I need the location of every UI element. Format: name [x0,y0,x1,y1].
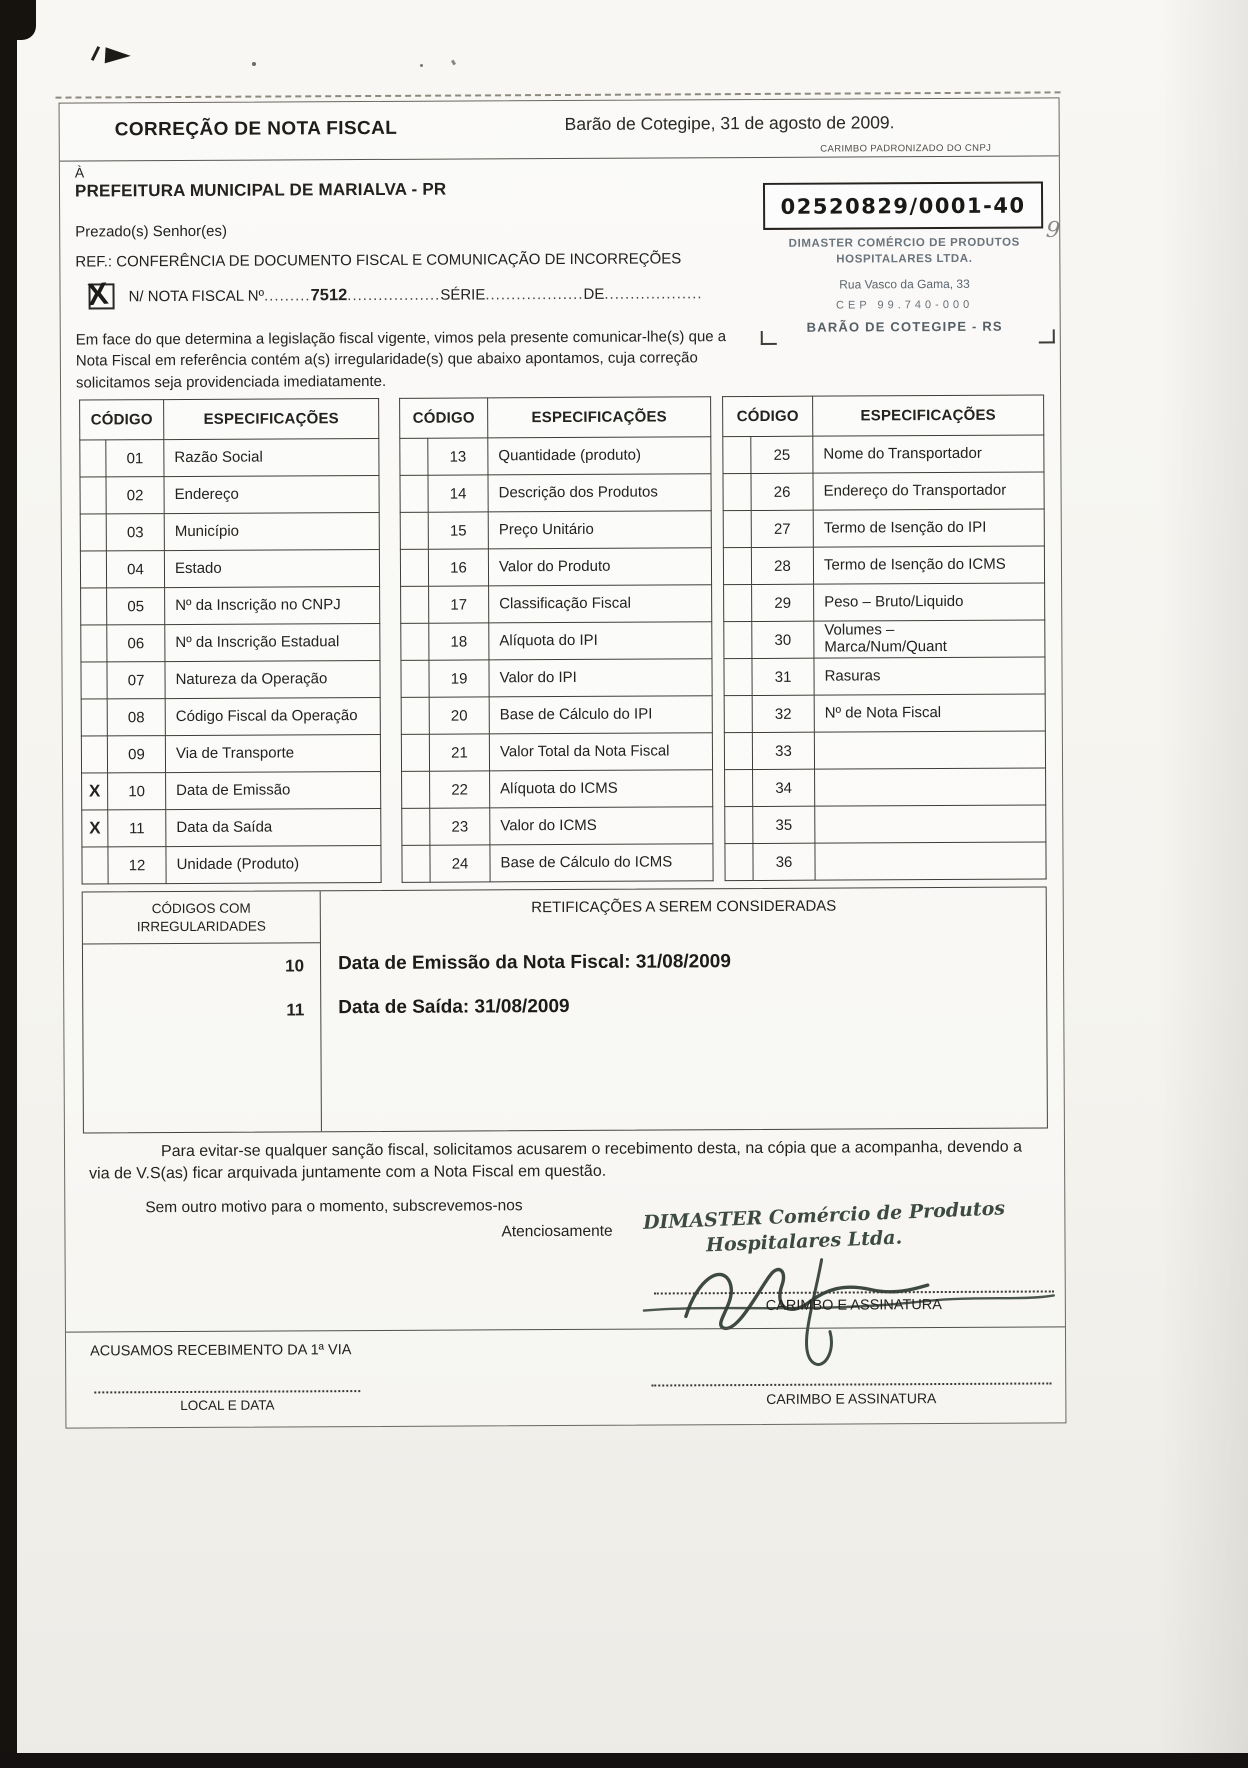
code-cell: 10 [285,956,305,976]
table-row [81,586,380,625]
form-title: CORREÇÃO DE NOTA FISCAL [114,117,398,141]
code-cell: 25 [751,436,813,473]
company-stamp [754,236,1055,335]
table-row [724,657,1045,696]
table-row [725,805,1046,844]
notice-paragraph: Em face do que determina a legislação fiscal vigente, vimos pela presente comunicar-lhe(s) que a Nota Fiscal em referência contém a(s) irregularidade(s) que abaixo apontamos, cuja correção solicitamos seja providenciada imediatamente. [75,328,727,392]
company-stamp-cep: CEP 99.740-000 [835,298,974,312]
de-label: DE [583,285,605,303]
spec-cell: Nº de Nota Fiscal [814,694,1045,732]
table-row [724,620,1045,659]
table-row [83,993,1046,1042]
table-row [401,622,712,661]
scan-edge-strip-left [0,0,17,1768]
local-date-caption: LOCAL E DATA [180,1397,275,1414]
spec-table-1 [79,398,382,885]
text-cell: Data de Saída: 31/08/2009 [338,995,570,1019]
code-cell: 02 [106,477,164,514]
spec-cell: Base de Cálculo do ICMS [490,844,713,882]
mark-cell [723,437,751,474]
code-cell: 28 [751,547,813,584]
paper-edge-shadow [1158,0,1248,1768]
spec-cell: Município [164,512,379,550]
company-stamp-name-line1: DIMASTER COMÉRCIO DE PRODUTOS [788,236,1020,250]
signature-stamp-line2: Hospitalares Ltda. [705,1226,903,1257]
spec-cell: Rasuras [814,657,1045,695]
code-cell: 21 [429,734,489,771]
scan-speck [420,64,423,67]
form-frame [59,97,1067,1428]
code-cell: 27 [751,510,813,547]
table-row [82,845,381,884]
table-row [83,949,1046,998]
table-row [401,696,712,735]
rectifications-header: RETIFICAÇÕES A SEREM CONSIDERADAS [531,897,837,916]
table-row [80,549,379,588]
code-cell: 19 [429,660,489,697]
spec-cell [814,731,1045,769]
stamp-signature-caption: CARIMBO E ASSINATURA [766,1390,937,1407]
spec-cell: Termo de Isenção do ICMS [813,546,1044,584]
scan-corner-blot [0,0,36,40]
mark-cell [80,477,106,514]
spec-cell: Volumes – Marca/Num/Quant [814,620,1045,658]
stamp-signature-dotted-line [651,1382,1051,1386]
code-cell: 17 [429,586,489,623]
mark-cell [401,586,429,623]
code-cell: 22 [430,771,490,808]
code-cell: 14 [428,475,488,512]
code-cell: 20 [429,697,489,734]
code-cell: 11 [286,1000,305,1020]
mark-cell [80,440,106,477]
cnpj-number-stamp: 02520829/0001-40 [763,181,1043,229]
mark-cell [401,660,429,697]
handwritten-side-note: 9 [1045,217,1061,244]
especificacoes-header: ESPECIFICAÇÕES [164,398,379,439]
table-row [401,733,712,772]
spec-cell: Endereço do Transportador [813,472,1044,510]
spec-table-3 [722,394,1047,881]
spec-cell: Preço Unitário [488,511,711,549]
signature-caption: CARIMBO E ASSINATURA [765,1297,942,1314]
spec-cell: Valor Total da Nota Fiscal [489,733,712,771]
mark-cell [400,549,428,586]
table-row [724,731,1045,770]
code-cell: 34 [753,769,815,806]
code-cell: 24 [430,845,490,882]
table-row [724,583,1045,622]
table-row [82,771,381,810]
table-row [402,807,713,846]
table-row [400,511,711,550]
table-row [81,734,380,773]
mark-cell [402,808,430,845]
salutation: Prezado(s) Senhor(es) [75,222,227,241]
table-row [400,437,711,476]
table-row [80,512,379,551]
table-row [80,438,379,477]
table-row [81,697,380,736]
spec-cell [815,842,1046,880]
table-row [725,768,1046,807]
spec-cell: Base de Cálculo do IPI [489,696,712,734]
spec-cell: Data de Emissão [166,771,381,809]
spec-cell: Valor do Produto [488,548,711,586]
table-row [80,475,379,514]
table-header-row [80,398,379,440]
spec-cell: Quantidade (produto) [488,437,711,475]
regards-line: Atenciosamente [501,1222,613,1241]
text-cell: Data de Emissão da Nota Fiscal: 31/08/2009 [337,951,731,975]
cnpj-stamp-caption: CARIMBO PADRONIZADO DO CNPJ [820,142,992,155]
spec-cell: Código Fiscal da Operação [165,697,380,735]
spec-cell: Descrição dos Produtos [488,474,711,512]
code-cell: 32 [752,695,814,732]
scan-speck [252,62,256,66]
spec-cell: Natureza da Operação [165,660,380,698]
code-cell: 04 [106,551,164,588]
code-cell: 18 [429,623,489,660]
code-cell: 13 [428,438,488,475]
stamp-corner-bracket [761,331,777,345]
table-row [81,623,380,662]
especificacoes-header: ESPECIFICAÇÕES [813,395,1044,436]
table-row [400,548,711,587]
spec-cell: Valor do ICMS [490,807,713,845]
mark-cell [723,548,751,585]
nota-fiscal-checkbox [85,275,114,313]
spec-cell: Unidade (Produto) [166,845,381,883]
table-row [402,844,713,883]
mark-cell [400,475,428,512]
spec-cell: Nome do Transportador [813,435,1044,473]
code-cell: 06 [107,625,165,662]
company-stamp-city: BARÃO DE COTEGIPE - RS [806,318,1003,335]
dotted-fill: ......... [264,286,311,305]
mark-cell [402,845,430,882]
codigo-header: CÓDIGO [400,398,488,438]
company-stamp-name-line2: HOSPITALARES LTDA. [836,252,973,266]
code-cell: 01 [106,440,164,477]
especificacoes-header: ESPECIFICAÇÕES [488,397,711,438]
spec-cell: Razão Social [164,438,379,476]
rectifications-section [82,886,1048,1133]
mark-cell [81,699,107,736]
footer-notice-paragraph: Para evitar-se qualquer sanção fiscal, solicitamos acusarem o recebimento desta, na cópia que a acompanha, devendo a via de V.S(as) ficar arquivada juntamente com a Nota Fiscal em questão. [89,1138,1023,1183]
table-row [81,660,380,699]
acknowledgement-line: ACUSAMOS RECEBIMENTO DA 1ª VIA [90,1342,352,1360]
serie-label: SÉRIE [440,285,486,304]
mark-cell [724,622,752,659]
spec-cell: Endereço [164,475,379,513]
place-and-date: Barão de Cotegipe, 31 de agosto de 2009. [564,112,895,134]
mark-cell [724,585,752,622]
spec-cell: Estado [164,549,379,587]
spec-cell: Via de Transporte [165,734,380,772]
spec-cell: Termo de Isenção do IPI [813,509,1044,547]
table-row [723,546,1044,585]
mark-cell [81,662,107,699]
handwritten-signature [625,1218,1066,1370]
table-row [82,808,381,847]
reference-line: REF.: CONFERÊNCIA DE DOCUMENTO FISCAL E COMUNICAÇÃO DE INCORREÇÕES [75,250,682,271]
rectifications-table [83,949,1046,1042]
code-cell: 29 [752,584,814,621]
code-cell: 26 [751,473,813,510]
mark-cell [81,588,107,625]
spec-cell: Nº da Inscrição no CNPJ [165,586,380,624]
code-cell: 11 [108,810,166,847]
header-divider [60,155,1059,161]
mark-cell [400,438,428,475]
code-cell: 30 [752,621,814,658]
code-cell: 15 [428,512,488,549]
code-cell: 36 [753,843,815,880]
nota-fiscal-number: 7512 [310,285,348,304]
code-cell: 16 [428,549,488,586]
company-stamp-address: Rua Vasco da Gama, 33 [839,276,970,292]
dotted-fill: ................... [604,284,703,303]
checkbox-x-mark: X [85,275,110,313]
code-cell: 03 [106,514,164,551]
mark-cell [725,770,753,807]
table-row [401,659,712,698]
code-cell: 35 [753,806,815,843]
code-cell: 07 [107,662,165,699]
table-row [402,770,713,809]
spec-cell: Alíquota do ICMS [490,770,713,808]
spec-table-2 [399,396,714,883]
table-header-row [400,397,711,439]
closing-line: Sem outro motivo para o momento, subscrevemos-nos [145,1197,523,1217]
nota-fiscal-label: N/ NOTA FISCAL Nº [128,287,265,305]
mark-cell: X [82,773,108,810]
dotted-fill: ................... [485,285,584,303]
code-cell: 09 [107,736,165,773]
local-date-dotted-line [94,1390,360,1393]
code-cell: 23 [430,808,490,845]
mark-cell [723,474,751,511]
mark-cell [82,847,108,884]
table-row [723,472,1044,511]
code-cell: 10 [108,773,166,810]
handwritten-arrow-mark: ▶ [104,42,132,67]
mark-cell [401,734,429,771]
mark-cell [81,736,107,773]
code-cell: 08 [107,699,165,736]
table-row [724,694,1045,733]
codigo-header: CÓDIGO [80,400,164,440]
spec-cell [815,768,1046,806]
mark-cell [401,623,429,660]
addressee-to-mark: À [74,164,85,181]
spec-cell [815,805,1046,843]
recipient-name: PREFEITURA MUNICIPAL DE MARIALVA - PR [74,179,447,201]
spec-cell: Nº da Inscrição Estadual [165,623,380,661]
mark-cell [402,771,430,808]
mark-cell [400,512,428,549]
stamp-corner-bracket [1039,329,1055,343]
code-cell: 31 [752,658,814,695]
mark-cell [81,625,107,662]
codigo-header: CÓDIGO [723,396,813,436]
code-cell: 12 [108,847,166,884]
mark-cell [724,696,752,733]
code-cell: 33 [752,732,814,769]
table-row [401,585,712,624]
signature-stamp-line1: DIMASTER Comércio de Produtos [642,1197,1006,1234]
mark-cell [724,659,752,696]
mark-cell [80,514,106,551]
table-row [723,435,1044,474]
table-row [400,474,711,513]
mark-cell [724,733,752,770]
table-header-row [723,395,1044,437]
spec-cell: Valor do IPI [489,659,712,697]
code-cell: 05 [107,588,165,625]
scan-edge-strip-bottom [0,1753,1248,1768]
mark-cell [725,807,753,844]
nota-fiscal-line [85,275,703,313]
spec-cell: Classificação Fiscal [489,585,712,623]
spec-cell: Alíquota do IPI [489,622,712,660]
mark-cell [725,844,753,881]
codes-with-irregularities-header: CÓDIGOS COM IRREGULARIDADES [83,891,320,944]
spec-cell: Data da Saída [166,808,381,846]
table-row [725,842,1046,881]
spec-cell: Peso – Bruto/Liquido [814,583,1045,621]
mark-cell: X [82,810,108,847]
mark-cell [80,551,106,588]
dotted-fill: .................. [347,286,441,304]
mark-cell [401,697,429,734]
mark-cell [723,511,751,548]
table-row [723,509,1044,548]
